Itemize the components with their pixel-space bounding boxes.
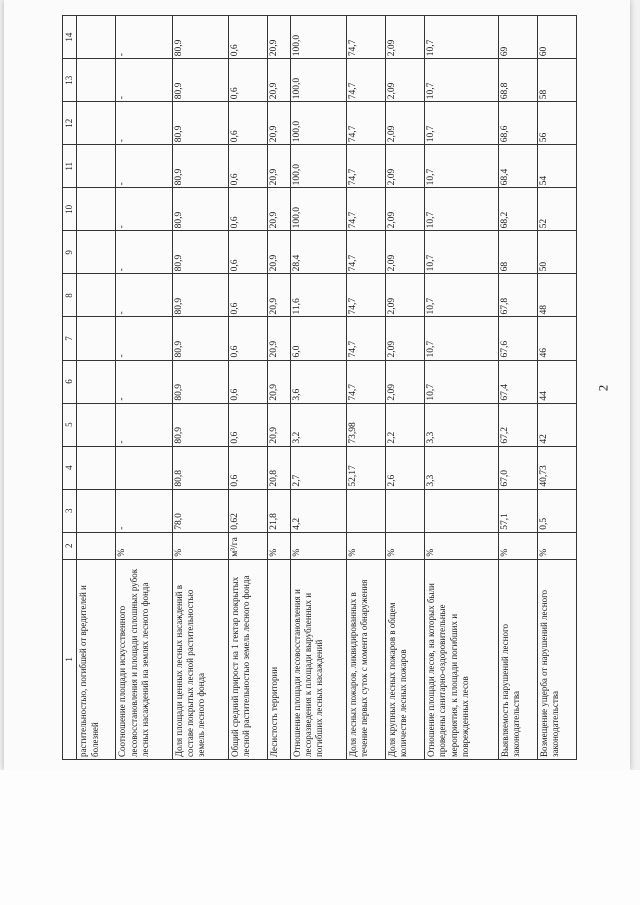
value-cell: 2,09 xyxy=(386,188,425,231)
value-cell: - xyxy=(116,403,172,446)
indicator-label: Общий средний прирост на 1 гектар покрытых лесной растительностью земель лесного фонда xyxy=(228,559,267,759)
indicator-label: Доля площади ценных лесных насаждений в составе покрытых лесной растительностью земель лесного фонда xyxy=(172,559,228,759)
value-cell: 100,0 xyxy=(290,188,346,231)
value-cell: 100,0 xyxy=(290,102,346,145)
value-cell xyxy=(77,317,116,360)
value-cell: 2,2 xyxy=(386,403,425,446)
column-header: 7 xyxy=(63,317,77,360)
column-header: 5 xyxy=(63,403,77,446)
value-cell: 20,8 xyxy=(268,446,291,489)
indicator-label: Лесистость территории xyxy=(268,559,291,759)
value-cell: 10,7 xyxy=(425,145,499,188)
value-cell: 10,7 xyxy=(425,317,499,360)
value-cell: 100,0 xyxy=(290,145,346,188)
value-cell: 4,2 xyxy=(290,489,346,532)
page-number: 2 xyxy=(595,384,611,392)
value-cell xyxy=(77,274,116,317)
value-cell: 2,09 xyxy=(386,231,425,274)
value-cell: 80,8 xyxy=(172,446,228,489)
value-cell: 68,8 xyxy=(498,59,537,102)
table-row xyxy=(537,16,576,760)
value-cell: 0,6 xyxy=(228,231,267,274)
value-cell: 3,3 xyxy=(425,403,499,446)
value-cell: 67,8 xyxy=(498,274,537,317)
value-cell: 0,5 xyxy=(537,489,576,532)
table-row xyxy=(386,16,425,760)
value-cell: 2,09 xyxy=(386,102,425,145)
column-header: 1 xyxy=(63,559,77,759)
table-row xyxy=(228,16,267,760)
value-cell: 20,9 xyxy=(268,317,291,360)
indicator-label: Доля лесных пожаров, ликвидированных в течение первых суток с момента обнаружения xyxy=(347,559,386,759)
value-cell: 57,1 xyxy=(498,489,537,532)
value-cell: 2,09 xyxy=(386,274,425,317)
table-row xyxy=(268,16,291,760)
value-cell: 10,7 xyxy=(425,188,499,231)
column-header: 14 xyxy=(63,16,77,59)
value-cell: 80,9 xyxy=(172,16,228,59)
value-cell: 44 xyxy=(537,360,576,403)
value-cell: 20,9 xyxy=(268,102,291,145)
value-cell: 74,7 xyxy=(347,317,386,360)
value-cell: 20,9 xyxy=(268,403,291,446)
unit-cell: % xyxy=(290,532,346,559)
value-cell: 20,9 xyxy=(268,231,291,274)
value-cell: 11,6 xyxy=(290,274,346,317)
value-cell: 80,9 xyxy=(172,231,228,274)
unit-cell: % xyxy=(425,532,499,559)
value-cell: 0,6 xyxy=(228,274,267,317)
value-cell: 0,6 xyxy=(228,102,267,145)
value-cell: - xyxy=(116,16,172,59)
value-cell: 28,4 xyxy=(290,231,346,274)
value-cell: 0,6 xyxy=(228,403,267,446)
value-cell: 2,09 xyxy=(386,145,425,188)
value-cell: 67,0 xyxy=(498,446,537,489)
value-cell: 46 xyxy=(537,317,576,360)
value-cell xyxy=(116,446,172,489)
value-cell: 74,7 xyxy=(347,102,386,145)
value-cell: 67,4 xyxy=(498,360,537,403)
value-cell: 10,7 xyxy=(425,231,499,274)
value-cell: 52 xyxy=(537,188,576,231)
value-cell: 68 xyxy=(498,231,537,274)
value-cell: 80,9 xyxy=(172,403,228,446)
unit-cell: % xyxy=(268,532,291,559)
value-cell: 20,9 xyxy=(268,360,291,403)
value-cell: - xyxy=(116,317,172,360)
value-cell: 2,09 xyxy=(386,317,425,360)
value-cell: 0,6 xyxy=(228,317,267,360)
indicator-label: Доля крупных лесных пожаров в общем количестве лесных пожаров xyxy=(386,559,425,759)
value-cell xyxy=(425,489,499,532)
value-cell xyxy=(77,145,116,188)
indicator-label: Возмещение ущерба от нарушений лесного законодательства xyxy=(537,559,576,759)
unit-cell: % xyxy=(386,532,425,559)
value-cell: 68,2 xyxy=(498,188,537,231)
column-header: 2 xyxy=(63,532,77,559)
value-cell: 20,9 xyxy=(268,188,291,231)
indicator-label: Выявляемость нарушений лесного законодательства xyxy=(498,559,537,759)
value-cell xyxy=(386,489,425,532)
value-cell: 73,98 xyxy=(347,403,386,446)
value-cell: 68,4 xyxy=(498,145,537,188)
value-cell: 42 xyxy=(537,403,576,446)
value-cell: 80,9 xyxy=(172,317,228,360)
value-cell: 56 xyxy=(537,102,576,145)
value-cell: 3,3 xyxy=(425,446,499,489)
column-header: 4 xyxy=(63,446,77,489)
header-row xyxy=(63,16,77,760)
value-cell: 80,9 xyxy=(172,188,228,231)
value-cell: 80,9 xyxy=(172,360,228,403)
value-cell: 20,9 xyxy=(268,59,291,102)
value-cell: 74,7 xyxy=(347,16,386,59)
value-cell: 3,2 xyxy=(290,403,346,446)
value-cell: 74,7 xyxy=(347,59,386,102)
value-cell: 0,6 xyxy=(228,188,267,231)
table-row xyxy=(498,16,537,760)
value-cell: 54 xyxy=(537,145,576,188)
value-cell: 0,6 xyxy=(228,59,267,102)
unit-cell: % xyxy=(172,532,228,559)
indicator-label: Отношение площади лесовосстановления и лесоразведения к площади вырубленных и погибших лесных насаждений xyxy=(290,559,346,759)
value-cell: 10,7 xyxy=(425,360,499,403)
value-cell: 0,6 xyxy=(228,16,267,59)
value-cell: 74,7 xyxy=(347,360,386,403)
column-header: 8 xyxy=(63,274,77,317)
value-cell: 10,7 xyxy=(425,59,499,102)
value-cell: - xyxy=(116,145,172,188)
value-cell: 52,17 xyxy=(347,446,386,489)
value-cell: 48 xyxy=(537,274,576,317)
value-cell: - xyxy=(116,188,172,231)
value-cell xyxy=(77,231,116,274)
value-cell: 80,9 xyxy=(172,102,228,145)
value-cell: 100,0 xyxy=(290,16,346,59)
value-cell: 60 xyxy=(537,16,576,59)
unit-cell: % xyxy=(498,532,537,559)
value-cell xyxy=(77,59,116,102)
value-cell: 2,09 xyxy=(386,360,425,403)
value-cell: 69 xyxy=(498,16,537,59)
value-cell: 74,7 xyxy=(347,274,386,317)
value-cell: 100,0 xyxy=(290,59,346,102)
table-row xyxy=(290,16,346,760)
value-cell: - xyxy=(116,59,172,102)
column-header: 13 xyxy=(63,59,77,102)
blank-area xyxy=(0,770,640,905)
value-cell: 50 xyxy=(537,231,576,274)
value-cell xyxy=(347,489,386,532)
value-cell: 74,7 xyxy=(347,231,386,274)
unit-cell: % xyxy=(347,532,386,559)
value-cell: 74,7 xyxy=(347,145,386,188)
indicator-label: растительностью, погибшей от вредителей и болезней xyxy=(77,559,116,759)
value-cell: 3,6 xyxy=(290,360,346,403)
value-cell xyxy=(77,360,116,403)
column-header: 10 xyxy=(63,188,77,231)
value-cell xyxy=(77,16,116,59)
rotated-table-wrapper xyxy=(62,15,577,760)
value-cell: 80,9 xyxy=(172,274,228,317)
unit-cell xyxy=(77,532,116,559)
unit-cell: м³/га xyxy=(228,532,267,559)
value-cell xyxy=(77,188,116,231)
value-cell: 80,9 xyxy=(172,145,228,188)
value-cell: - xyxy=(116,231,172,274)
forestry-indicators-table xyxy=(62,15,577,760)
value-cell: 78,0 xyxy=(172,489,228,532)
unit-cell: % xyxy=(116,532,172,559)
value-cell: 67,6 xyxy=(498,317,537,360)
indicator-label: Отношение площади лесов, на которых были проведены санитарно-оздоровительные мероприятия, к площади погибших и поврежденных лесов xyxy=(425,559,499,759)
value-cell: 20,9 xyxy=(268,16,291,59)
value-cell: 67,2 xyxy=(498,403,537,446)
value-cell: 58 xyxy=(537,59,576,102)
value-cell xyxy=(77,489,116,532)
column-header: 3 xyxy=(63,489,77,532)
value-cell: 10,7 xyxy=(425,102,499,145)
value-cell: 20,9 xyxy=(268,145,291,188)
value-cell: - xyxy=(116,489,172,532)
value-cell: 2,7 xyxy=(290,446,346,489)
column-header: 11 xyxy=(63,145,77,188)
value-cell: 2,09 xyxy=(386,16,425,59)
value-cell: 68,6 xyxy=(498,102,537,145)
value-cell: - xyxy=(116,102,172,145)
value-cell: 10,7 xyxy=(425,16,499,59)
value-cell: 80,9 xyxy=(172,59,228,102)
value-cell: 0,6 xyxy=(228,145,267,188)
column-header: 6 xyxy=(63,360,77,403)
value-cell xyxy=(77,102,116,145)
table-row xyxy=(425,16,499,760)
value-cell: - xyxy=(116,274,172,317)
value-cell: 6,0 xyxy=(290,317,346,360)
value-cell: 2,6 xyxy=(386,446,425,489)
indicator-label: Соотношение площади искусственного лесовосстановления и площади сплошных рубок лесных насаждений на землях лесного фонда xyxy=(116,559,172,759)
value-cell xyxy=(77,446,116,489)
value-cell: 0,6 xyxy=(228,446,267,489)
table-row xyxy=(116,16,172,760)
value-cell: 2,09 xyxy=(386,59,425,102)
column-header: 9 xyxy=(63,231,77,274)
table-row xyxy=(347,16,386,760)
table-row xyxy=(77,16,116,760)
value-cell: 40,73 xyxy=(537,446,576,489)
value-cell: 0,6 xyxy=(228,360,267,403)
value-cell xyxy=(77,403,116,446)
column-header: 12 xyxy=(63,102,77,145)
value-cell: 10,7 xyxy=(425,274,499,317)
value-cell: 21,8 xyxy=(268,489,291,532)
table-row xyxy=(172,16,228,760)
value-cell: 74,7 xyxy=(347,188,386,231)
value-cell: 20,9 xyxy=(268,274,291,317)
unit-cell: % xyxy=(537,532,576,559)
value-cell: 0,62 xyxy=(228,489,267,532)
value-cell: - xyxy=(116,360,172,403)
table-body xyxy=(77,16,577,760)
